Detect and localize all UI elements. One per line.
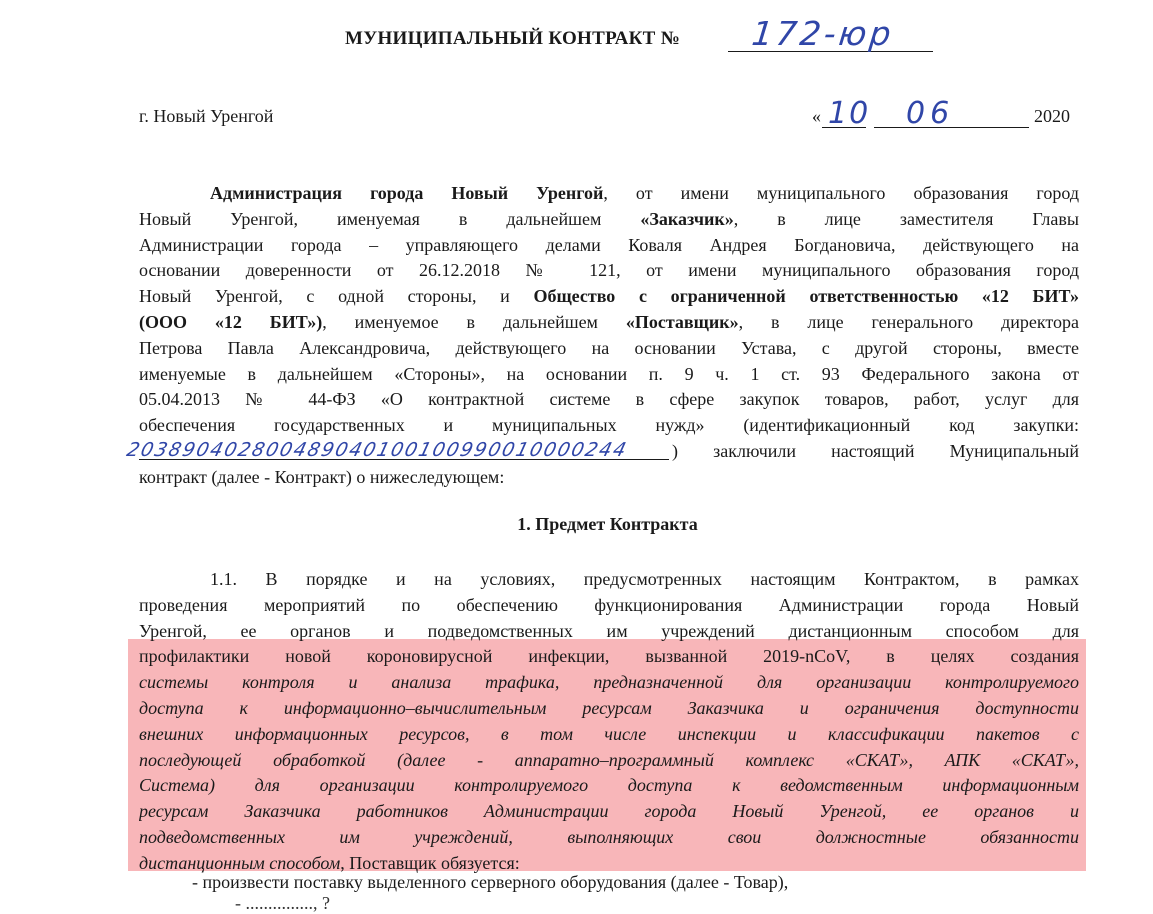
clause-line-italic: подведомственных им учреждений, выполняющих свои должностные обязанности bbox=[139, 826, 1079, 847]
preamble-paragraph bbox=[124, 181, 1079, 491]
clause-line-italic: последующей обработкой (далее - аппаратно–программный комплекс «СКАТ», АПК «СКАТ», bbox=[139, 749, 1079, 770]
clause-line-italic: ресурсам Заказчика работников Администрации города Новый Уренгой, ее органов и bbox=[139, 801, 1079, 822]
clause-line: профилактики новой короновирусной инфекции, вызванной 2019-nCoV, в целях создания bbox=[139, 646, 1079, 667]
procurement-code-after: ) заключили настоящий Муниципальный bbox=[672, 440, 1079, 461]
preamble-line: Новый Уренгой, с одной стороны, и Общество с ограниченной ответственностью «12 БИТ» bbox=[139, 286, 1079, 307]
bullet-item: - произвести поставку выделенного серверного оборудования (далее - Товар), bbox=[192, 872, 789, 892]
preamble-line: Администрации города – управляющего делами Коваля Андрея Богдановича, действующего на bbox=[139, 234, 1079, 255]
clause-line: Уренгой, ее органов и подведомственных им учреждений дистанционным способом для bbox=[139, 620, 1079, 641]
date-month-handwritten: 06 bbox=[906, 96, 955, 131]
cut-off-line: - ..............., ? bbox=[235, 893, 330, 913]
preamble-line: Петрова Павла Александровича, действующего на основании Устава, с другой стороны, вместе bbox=[139, 337, 1079, 358]
contract-title: МУНИЦИПАЛЬНЫЙ КОНТРАКТ № bbox=[345, 28, 681, 49]
clause-line: 1.1. В порядке и на условиях, предусмотренных настоящим Контрактом, в рамках bbox=[210, 569, 1079, 589]
preamble-line: 05.04.2013 № 44-ФЗ «О контрактной системе в сфере закупок товаров, работ, услуг для bbox=[139, 389, 1079, 410]
date-day-handwritten: 10 bbox=[828, 96, 871, 131]
procurement-code-handwritten: 203890402800489040100100990010000244 bbox=[124, 438, 630, 461]
contract-number-handwritten: 172-юр bbox=[749, 14, 896, 53]
preamble-line: (ООО «12 БИТ»), именуемое в дальнейшем «Поставщик», в лице генерального директора bbox=[139, 311, 1079, 332]
preamble-line: именуемые в дальнейшем «Стороны», на основании п. 9 ч. 1 ст. 93 Федерального закона от bbox=[139, 363, 1079, 384]
preamble-line: основании доверенности от 26.12.2018 № 121, от имени муниципального образования город bbox=[139, 260, 1079, 281]
clause-line: проведения мероприятий по обеспечению функционирования Администрации города Новый bbox=[139, 594, 1079, 615]
preamble-line: обеспечения государственных и муниципальных нужд» (идентификационный код закупки: bbox=[139, 415, 1079, 436]
date-year: 2020 bbox=[1034, 106, 1070, 126]
clause-line: дистанционным способом, Поставщик обязуется: bbox=[139, 852, 520, 873]
clause-line-italic: системы контроля и анализа трафика, предназначенной для организации контролируемого bbox=[139, 672, 1079, 693]
clause-line-italic: Система) для организации контролируемого доступа к ведомственным информационным bbox=[139, 775, 1079, 796]
procurement-code-row bbox=[124, 438, 1079, 465]
date-open-quote: « bbox=[812, 106, 821, 126]
section-heading: 1. Предмет Контракта bbox=[517, 514, 698, 534]
clause-line-italic: внешних информационных ресурсов, в том числе инспекции и классификации пакетов с bbox=[139, 723, 1079, 744]
preamble-line: Администрация города Новый Уренгой, от имени муниципального образования город bbox=[210, 183, 1079, 203]
preamble-line: контракт (далее - Контракт) о нижеследующем: bbox=[139, 466, 505, 487]
clause-1-1 bbox=[139, 567, 1079, 877]
clause-line-italic: доступа к информационно–вычислительным ресурсам Заказчика и ограничения доступности bbox=[139, 697, 1079, 718]
preamble-line: Новый Уренгой, именуемая в дальнейшем «Заказчик», в лице заместителя Главы bbox=[139, 208, 1079, 229]
city-label: г. Новый Уренгой bbox=[139, 106, 274, 126]
